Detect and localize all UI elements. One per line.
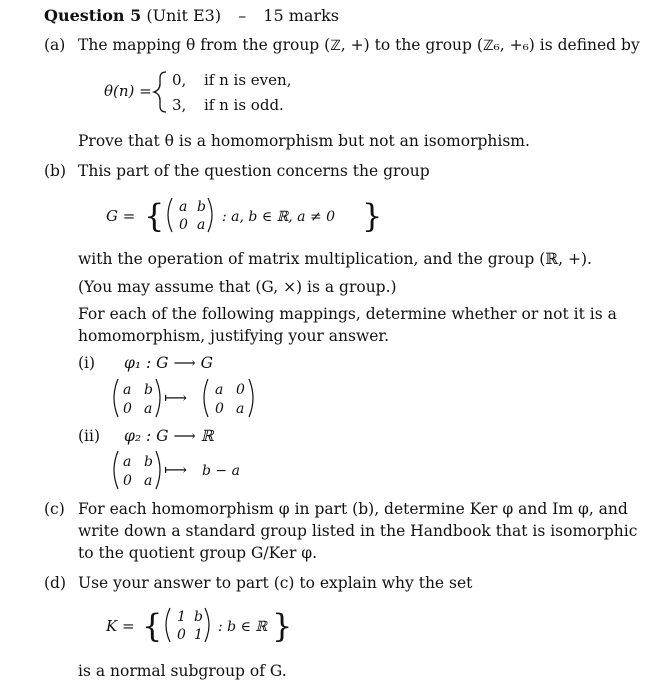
set-close-brace: } [272, 607, 293, 645]
part-b-intro: This part of the question concerns the group [78, 162, 430, 180]
K-lhs: K = [106, 617, 135, 635]
matrix-left-paren [168, 198, 172, 232]
svg-text:a: a [215, 382, 224, 398]
matrix-right-paren [208, 198, 212, 232]
svg-text:1: 1 [194, 627, 203, 643]
part-c-label: (c) [44, 500, 65, 518]
svg-text:b: b [194, 609, 203, 625]
G-lhs: G = [106, 207, 136, 225]
svg-text:a: a [123, 454, 132, 470]
marks-label: 15 marks [263, 6, 339, 25]
theta-definition [100, 64, 360, 120]
case2-cond: if n is odd. [204, 96, 284, 114]
svg-text:0: 0 [177, 627, 186, 643]
svg-text:a: a [144, 473, 153, 489]
svg-text:0: 0 [236, 382, 245, 398]
case2-value: 3, [172, 96, 187, 114]
svg-text:a: a [236, 401, 245, 417]
part-b-foreach-1: For each of the following mappings, determine whether or not it is a [78, 305, 617, 323]
set-K-definition [100, 600, 300, 650]
part-b-label: (b) [44, 162, 67, 180]
mapsto-arrow: ⟼ [164, 460, 187, 479]
svg-text:b: b [144, 454, 153, 470]
left-brace [154, 72, 166, 112]
part-d-label: (d) [44, 574, 67, 592]
sub-ii-label: (ii) [78, 427, 101, 445]
phi1-signature: φ₁ : G ⟶ G [124, 354, 213, 372]
phi2-signature: φ₂ : G ⟶ ℝ [124, 427, 214, 445]
part-c-line-2: write down a standard group listed in the Handbook that is isomorphic [78, 522, 638, 540]
svg-text:a: a [123, 382, 132, 398]
part-d-intro: Use your answer to part (c) to explain why the set [78, 574, 473, 592]
svg-text:b: b [144, 382, 153, 398]
mapsto-arrow: ⟼ [164, 388, 187, 407]
svg-text:1: 1 [177, 609, 186, 625]
part-c-line-3: to the quotient group G/Ker φ. [78, 544, 318, 562]
unit-label: (Unit E3) [146, 6, 222, 25]
theta-lhs: θ(n) = [104, 82, 152, 100]
phi1-mapping [106, 376, 276, 420]
group-G-definition [100, 190, 383, 240]
header-dash: – [238, 6, 247, 25]
part-a-prove: Prove that θ is a homomorphism but not an isomorphism. [78, 132, 530, 150]
sub-i-label: (i) [78, 354, 96, 372]
case1-value: 0, [172, 71, 187, 89]
part-c-line-1: For each homomorphism φ in part (b), determine Ker φ and Im φ, and [78, 500, 628, 518]
part-d-conclusion: is a normal subgroup of G. [78, 662, 287, 680]
K-condition: : b ∈ ℝ [218, 619, 268, 635]
phi2-image: b − a [202, 463, 240, 479]
set-open-brace: { [142, 607, 163, 645]
case1-cond: if n is even, [204, 71, 292, 89]
set-open-brace: { [144, 197, 165, 235]
part-a-intro: The mapping θ from the group (ℤ, +) to the group (ℤ₆, +₆) is defined by [78, 36, 640, 54]
set-condition: : a, b ∈ ℝ, a ≠ 0 [222, 209, 336, 225]
part-b-foreach-2: homomorphism, justifying your answer. [78, 327, 390, 345]
matrix-a: a [179, 199, 188, 215]
svg-text:0: 0 [123, 473, 132, 489]
matrix-0: 0 [179, 217, 188, 233]
question-header [44, 6, 339, 25]
phi2-mapping [106, 448, 276, 492]
svg-text:a: a [144, 401, 153, 417]
svg-text:0: 0 [123, 401, 132, 417]
set-close-brace: } [362, 197, 383, 235]
matrix-b: b [197, 199, 206, 215]
matrix-a2: a [197, 217, 206, 233]
part-b-assume: (You may assume that (G, ×) is a group.) [78, 278, 397, 296]
svg-text:0: 0 [215, 401, 224, 417]
question-label: Question 5 [44, 6, 142, 25]
part-a-label: (a) [44, 36, 66, 54]
part-b-with: with the operation of matrix multiplication, and the group (ℝ, +). [78, 250, 592, 268]
